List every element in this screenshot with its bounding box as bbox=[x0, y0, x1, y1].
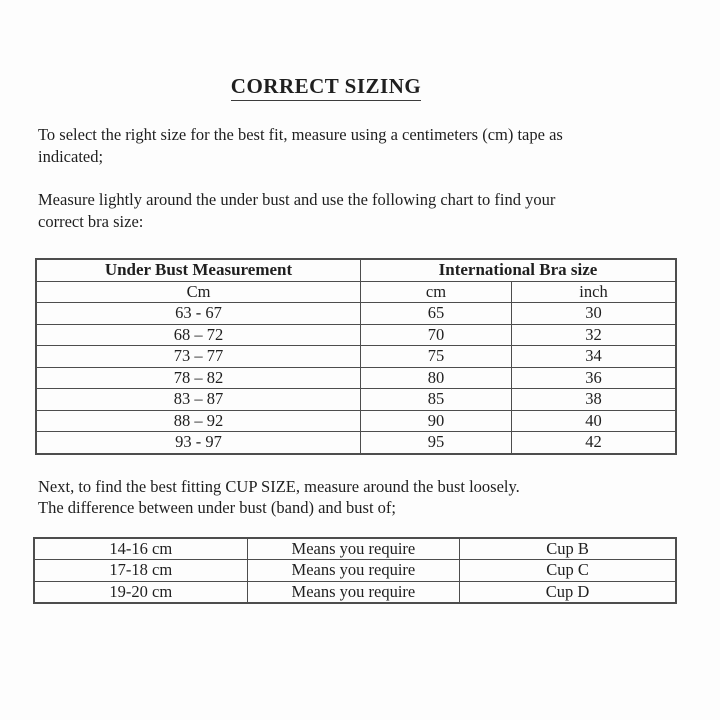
band-table-row bbox=[36, 432, 676, 454]
band-table-row bbox=[36, 346, 676, 368]
page-title: CORRECT SIZING bbox=[231, 74, 421, 101]
band-inch-cell: 34 bbox=[512, 346, 676, 368]
band-inch-cell: 36 bbox=[512, 367, 676, 389]
band-table-header-row bbox=[36, 259, 676, 281]
band-range-cell: 88 – 92 bbox=[36, 410, 360, 432]
band-header-under-bust: Under Bust Measurement bbox=[36, 259, 360, 281]
intro-paragraph bbox=[0, 124, 720, 167]
cup-size-paragraph bbox=[0, 476, 720, 519]
cup-line-2: The difference between under bust (band) and bust of; bbox=[38, 498, 396, 517]
band-size-table bbox=[35, 258, 677, 455]
band-range-cell: 93 - 97 bbox=[36, 432, 360, 454]
cup-means-cell: Means you require bbox=[247, 560, 460, 582]
cup-size-cell: Cup B bbox=[460, 538, 676, 560]
band-inch-cell: 38 bbox=[512, 389, 676, 411]
band-range-cell: 73 – 77 bbox=[36, 346, 360, 368]
band-range-cell: 83 – 87 bbox=[36, 389, 360, 411]
cup-size-table bbox=[33, 537, 677, 605]
cup-line-1: Next, to find the best fitting CUP SIZE, measure around the bust loosely. bbox=[38, 476, 520, 496]
band-inch-cell: 32 bbox=[512, 324, 676, 346]
measure-paragraph bbox=[0, 189, 720, 232]
cup-difference-cell: 19-20 cm bbox=[34, 581, 247, 603]
cup-table-row bbox=[34, 560, 676, 582]
cup-means-cell: Means you require bbox=[247, 538, 460, 560]
cup-difference-cell: 17-18 cm bbox=[34, 560, 247, 582]
band-cm-cell: 85 bbox=[360, 389, 511, 411]
measure-line-1: Measure lightly around the under bust and use the following chart to find your bbox=[38, 190, 556, 209]
cup-table-row bbox=[34, 538, 676, 560]
band-subheader-cm-range: Cm bbox=[36, 281, 360, 303]
band-subheader-inch: inch bbox=[512, 281, 676, 303]
band-inch-cell: 40 bbox=[512, 410, 676, 432]
band-range-cell: 78 – 82 bbox=[36, 367, 360, 389]
cup-means-cell: Means you require bbox=[247, 581, 460, 603]
band-table-row bbox=[36, 324, 676, 346]
band-table-row bbox=[36, 389, 676, 411]
band-range-cell: 63 - 67 bbox=[36, 303, 360, 325]
measure-line-2: correct bra size: bbox=[38, 211, 144, 231]
band-table-row bbox=[36, 303, 676, 325]
band-cm-cell: 65 bbox=[360, 303, 511, 325]
band-subheader-cm: cm bbox=[360, 281, 511, 303]
band-cm-cell: 80 bbox=[360, 367, 511, 389]
band-cm-cell: 70 bbox=[360, 324, 511, 346]
cup-difference-cell: 14-16 cm bbox=[34, 538, 247, 560]
cup-size-cell: Cup D bbox=[460, 581, 676, 603]
band-table-row bbox=[36, 367, 676, 389]
band-cm-cell: 95 bbox=[360, 432, 511, 454]
cup-size-cell: Cup C bbox=[460, 560, 676, 582]
intro-line-2: indicated; bbox=[38, 146, 104, 166]
intro-line-1: To select the right size for the best fit, measure using a centimeters (cm) tape as bbox=[38, 125, 563, 144]
band-header-international: International Bra size bbox=[360, 259, 676, 281]
band-table-subheader-row bbox=[36, 281, 676, 303]
title-row bbox=[0, 0, 652, 101]
cup-table-row bbox=[34, 581, 676, 603]
band-cm-cell: 75 bbox=[360, 346, 511, 368]
band-cm-cell: 90 bbox=[360, 410, 511, 432]
band-table-row bbox=[36, 410, 676, 432]
band-inch-cell: 30 bbox=[512, 303, 676, 325]
band-inch-cell: 42 bbox=[512, 432, 676, 454]
band-range-cell: 68 – 72 bbox=[36, 324, 360, 346]
